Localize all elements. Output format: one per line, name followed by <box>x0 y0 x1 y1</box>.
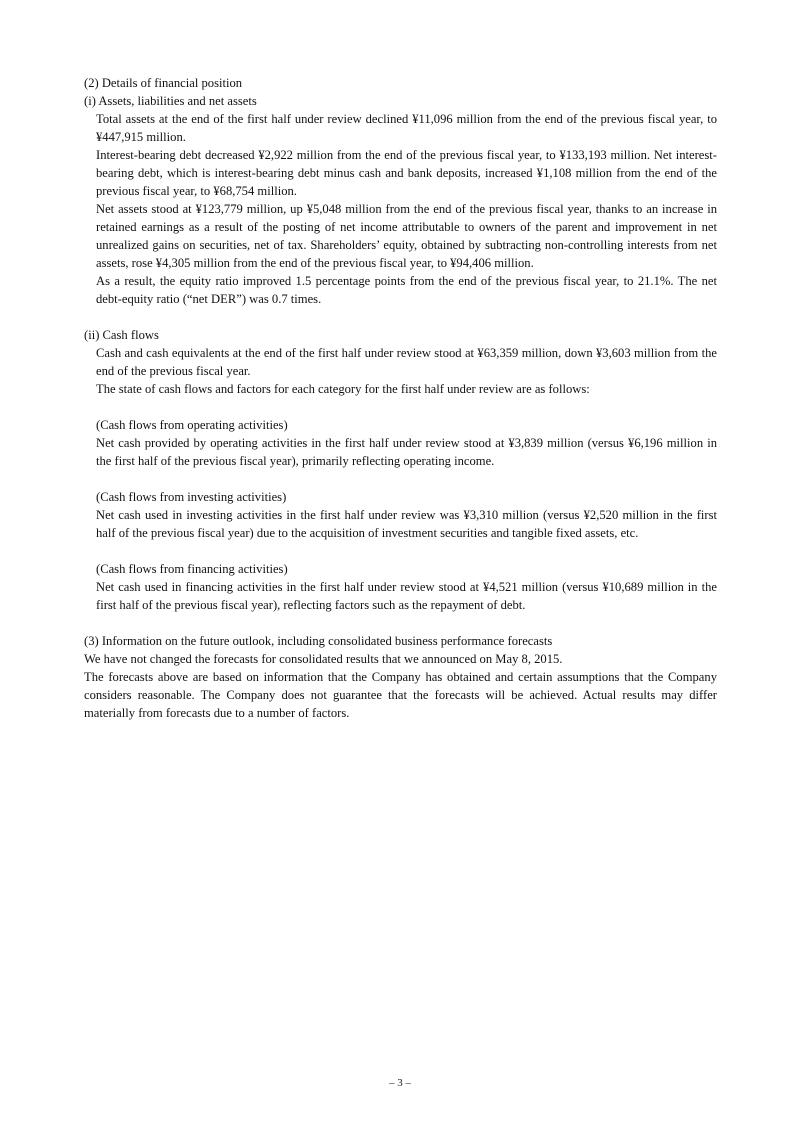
document-body <box>84 74 717 722</box>
spacer <box>84 398 717 416</box>
spacer <box>84 542 717 560</box>
subheading-cash-flows: (ii) Cash flows <box>84 328 159 342</box>
paragraph-interest-bearing-debt: Interest-bearing debt decreased ¥2,922 million from the end of the previous fiscal year, to ¥133,193 million. Net interest-bearing debt, which is interest-bearing debt minus cash and bank deposits, increased ¥1,108 million from the end of the previous fiscal year, to ¥68,754 million. <box>96 148 717 198</box>
spacer <box>84 614 717 632</box>
paragraph-forecast-disclaimer: The forecasts above are based on information that the Company has obtained and certain assumptions that the Company considers reasonable. The Company does not guarantee that the forecasts will be achieved. Actual results may differ materially from forecasts due to a number of factors. <box>84 670 717 720</box>
spacer <box>84 308 717 326</box>
heading-investing-activities: (Cash flows from investing activities) <box>96 490 287 504</box>
section-heading-future-outlook: (3) Information on the future outlook, including consolidated business performance forecasts <box>84 634 553 648</box>
paragraph-total-assets: Total assets at the end of the first half under review declined ¥11,096 million from the end of the previous fiscal year, to ¥447,915 million. <box>96 112 717 144</box>
paragraph-forecast-unchanged: We have not changed the forecasts for consolidated results that we announced on May 8, 2015. <box>84 652 563 666</box>
spacer <box>84 470 717 488</box>
section-heading-financial-position: (2) Details of financial position <box>84 76 243 90</box>
paragraph-operating-activities: Net cash provided by operating activities in the first half under review stood at ¥3,839 million (versus ¥6,196 million in the first half of the previous fiscal year), primarily reflecting operating income. <box>96 436 717 468</box>
subheading-assets-liabilities: (i) Assets, liabilities and net assets <box>84 94 257 108</box>
heading-financing-activities: (Cash flows from financing activities) <box>96 562 288 576</box>
paragraph-investing-activities: Net cash used in investing activities in the first half under review was ¥3,310 million (versus ¥2,520 million in the first half of the previous fiscal year) due to the acquisition of investment securities and tangible fixed assets, etc. <box>96 508 717 540</box>
heading-operating-activities: (Cash flows from operating activities) <box>96 418 288 432</box>
paragraph-cash-equivalents: Cash and cash equivalents at the end of the first half under review stood at ¥63,359 million, down ¥3,603 million from the end of the previous fiscal year. <box>96 346 717 378</box>
paragraph-financing-activities: Net cash used in financing activities in the first half under review stood at ¥4,521 million (versus ¥10,689 million in the first half of the previous fiscal year), reflecting factors such as the repayment of debt. <box>96 580 717 612</box>
paragraph-net-assets: Net assets stood at ¥123,779 million, up ¥5,048 million from the end of the previous fiscal year, thanks to an increase in retained earnings as a result of the posting of net income attributable to owners of the parent and improvement in net unrealized gains on securities, net of tax. Shareholders’ equity, obtained by subtracting non-controlling interests from net assets, rose ¥4,305 million from the end of the previous fiscal year, to ¥94,406 million. <box>96 202 717 270</box>
paragraph-cash-flow-intro: The state of cash flows and factors for each category for the first half under review are as follows: <box>96 382 590 396</box>
paragraph-equity-ratio: As a result, the equity ratio improved 1.5 percentage points from the end of the previous fiscal year, to 21.1%. The net debt-equity ratio (“net DER”) was 0.7 times. <box>96 274 717 306</box>
page-number: – 3 – <box>389 1077 411 1089</box>
